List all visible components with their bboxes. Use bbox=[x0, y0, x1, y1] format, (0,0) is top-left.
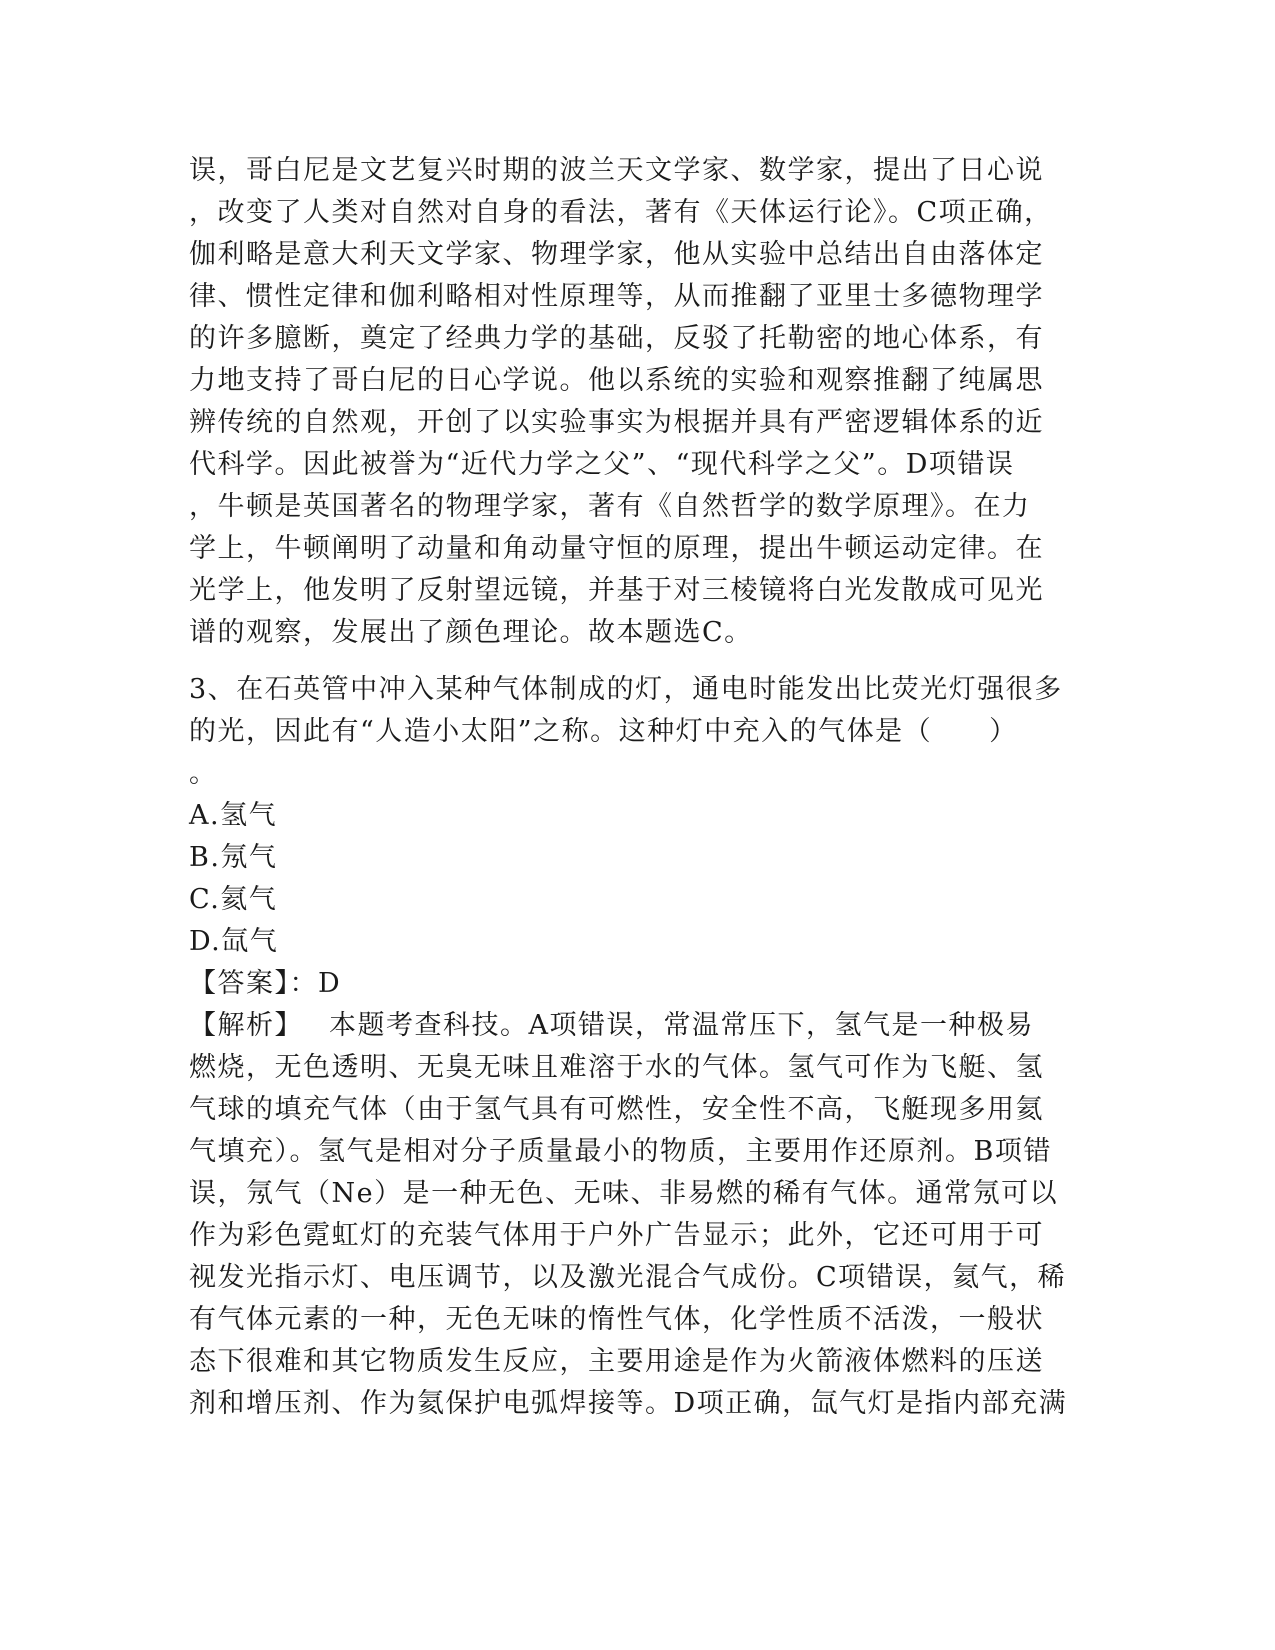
option-b: B.氖气 bbox=[189, 842, 278, 873]
question-text-line: 的光，因此有“人造小太阳”之称。这种灯中充入的气体是（ ） bbox=[189, 716, 1018, 747]
text-line: 学上，牛顿阐明了动量和角动量守恒的原理，提出牛顿运动定律。在 bbox=[189, 533, 1044, 564]
analysis-text-line: 剂和增压剂、作为氦保护电弧焊接等。D项正确，氙气灯是指内部充满 bbox=[189, 1388, 1068, 1419]
document-content bbox=[189, 150, 1099, 1425]
analysis-text-line: 误，氖气（Ne）是一种无色、无味、非易燃的稀有气体。通常氖可以 bbox=[189, 1178, 1059, 1209]
option-c: C.氦气 bbox=[189, 884, 278, 915]
text-line: 的许多臆断，奠定了经典力学的基础，反驳了托勒密的地心体系，有 bbox=[189, 323, 1044, 354]
analysis-text-line: 态下很难和其它物质发生反应，主要用途是作为火箭液体燃料的压送 bbox=[189, 1346, 1044, 1377]
question-block bbox=[189, 669, 1099, 963]
analysis-block bbox=[189, 1005, 1099, 1425]
analysis-text-line: 作为彩色霓虹灯的充装气体用于户外广告显示；此外，它还可用于可 bbox=[189, 1220, 1044, 1251]
text-line: 力地支持了哥白尼的日心学说。他以系统的实验和观察推翻了纯属思 bbox=[189, 365, 1044, 396]
analysis-first-line bbox=[189, 1005, 1099, 1047]
section-gap bbox=[189, 654, 1099, 669]
analysis-text-line: 气球的填充气体（由于氢气具有可燃性，安全性不高，飞艇现多用氦 bbox=[189, 1094, 1044, 1125]
analysis-text-line: 燃烧，无色透明、无臭无味且难溶于水的气体。氢气可作为飞艇、氢 bbox=[189, 1052, 1044, 1083]
analysis-text-line: 气填充）。氢气是相对分子质量最小的物质，主要用作还原剂。B项错 bbox=[189, 1136, 1052, 1167]
text-line: 光学上，他发明了反射望远镜，并基于对三棱镜将白光发散成可见光 bbox=[189, 575, 1044, 606]
analysis-label: 【解析】 bbox=[189, 1010, 303, 1041]
text-line: 律、惯性定律和伽利略相对性原理等，从而推翻了亚里士多德物理学 bbox=[189, 281, 1044, 312]
previous-explanation bbox=[189, 150, 1099, 654]
text-line: 伽利略是意大利天文学家、物理学家，他从实验中总结出自由落体定 bbox=[189, 239, 1044, 270]
option-d: D.氙气 bbox=[189, 926, 279, 957]
text-line: 辨传统的自然观，开创了以实验事实为根据并具有严密逻辑体系的近 bbox=[189, 407, 1044, 438]
option-a: A.氢气 bbox=[189, 800, 278, 831]
analysis-text-line: 视发光指示灯、电压调节，以及激光混合气成份。C项错误，氦气，稀 bbox=[189, 1262, 1067, 1293]
text-line: ，牛顿是英国著名的物理学家，著有《自然哲学的数学原理》。在力 bbox=[189, 491, 1031, 522]
question-text-line: 3、在石英管中冲入某种气体制成的灯，通电时能发出比荧光灯强很多 bbox=[189, 674, 1063, 705]
text-line: ，改变了人类对自然对自身的看法，著有《天体运行论》。C项正确， bbox=[189, 197, 1053, 228]
text-line: 代科学。因此被誉为“近代力学之父”、“现代科学之父”。D项错误 bbox=[189, 449, 1015, 480]
analysis-text-line: 有气体元素的一种，无色无味的惰性气体，化学性质不活泼，一般状 bbox=[189, 1304, 1044, 1335]
answer-line: 【答案】：D bbox=[189, 968, 342, 999]
text-line: 误，哥白尼是文艺复兴时期的波兰天文学家、数学家，提出了日心说 bbox=[189, 155, 1044, 186]
text-line: 谱的观察，发展出了颜色理论。故本题选C。 bbox=[189, 617, 753, 648]
question-text-line: 。 bbox=[189, 758, 218, 789]
analysis-first-text: 本题考查科技。A项错误，常温常压下，氢气是一种极易 bbox=[329, 1010, 1034, 1041]
